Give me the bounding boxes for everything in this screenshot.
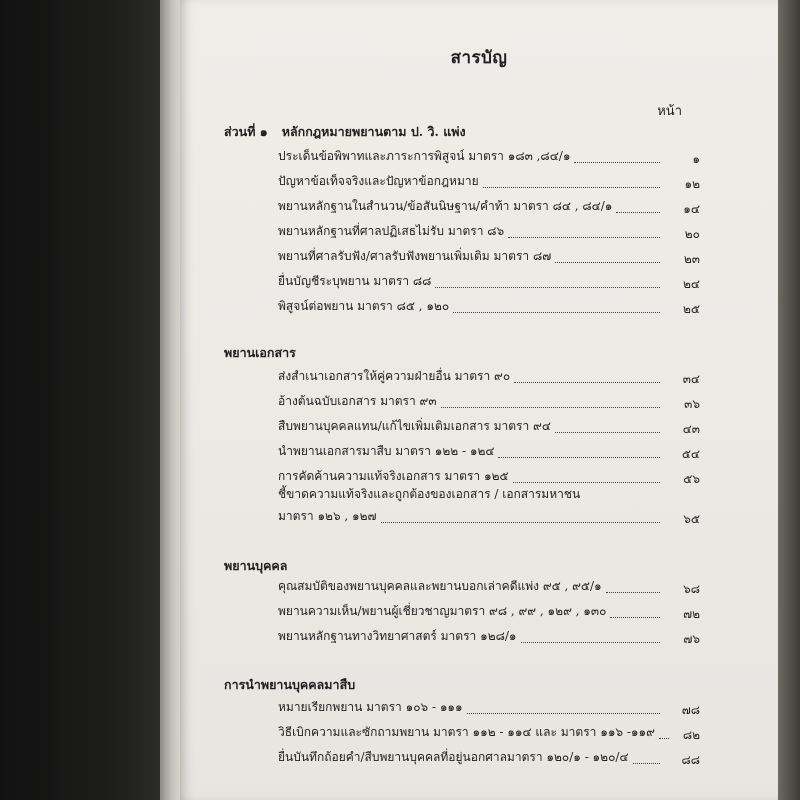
toc-entry[interactable]: พยานหลักฐานที่ศาลปฏิเสธไม่รับ มาตรา ๘๖	[278, 222, 664, 241]
book-gutter	[160, 0, 182, 800]
toc-entry[interactable]: นำพยานเอกสารมาสืบ มาตรา ๑๒๒ - ๑๒๔	[278, 442, 664, 461]
toc-page-number: ๖๘	[683, 582, 700, 596]
toc-page-number: ๘๒	[682, 728, 700, 742]
dot-leader	[483, 187, 660, 188]
toc-entry[interactable]: พยานหลักฐานทางวิทยาศาสตร์ มาตรา ๑๒๘/๑	[278, 627, 664, 646]
toc-page-number: ๑๒	[684, 177, 700, 191]
dot-leader	[521, 642, 660, 643]
dot-leader	[467, 713, 660, 714]
toc-page-number: ๓๔	[682, 372, 700, 386]
toc-entry[interactable]: วิธีเบิกความและซักถามพยาน มาตรา ๑๑๒ - ๑๑๔ และ มาตรา ๑๑๖ -๑๑๙	[278, 723, 664, 742]
toc-entry[interactable]: อ้างต้นฉบับเอกสาร มาตรา ๙๓	[278, 392, 664, 411]
toc-page-number: ๒๓	[683, 252, 700, 266]
toc-page-number: ๗๖	[683, 632, 700, 646]
toc-page-number: ๑	[692, 152, 700, 166]
toc-page-number: ๗๘	[681, 703, 700, 717]
dot-leader	[435, 287, 660, 288]
toc-entry[interactable]: ยื่นบัญชีระบุพยาน มาตรา ๘๘	[278, 272, 664, 291]
dark-background-right	[778, 0, 800, 800]
toc-entry[interactable]: พยานความเห็น/พยานผู้เชี่ยวชาญมาตรา ๙๘ , ๙๙ , ๑๒๙ , ๑๓๐	[278, 602, 664, 621]
toc-entry[interactable]: มาตรา ๑๒๖ , ๑๒๗	[278, 507, 664, 526]
toc-page-number: ๕๔	[681, 447, 700, 461]
toc-page-number: ๑๔	[683, 202, 700, 216]
toc-page-number: ๓๖	[684, 397, 700, 411]
toc-page-number: ๖๕	[683, 512, 700, 526]
dark-background-left	[0, 0, 160, 800]
dot-leader	[514, 382, 660, 383]
section-heading: พยานเอกสาร	[224, 345, 296, 360]
toc-entry[interactable]: ส่งสำเนาเอกสารให้คู่ความฝ่ายอื่น มาตรา ๙๐	[278, 367, 664, 386]
toc-page-number: ๕๖	[683, 472, 700, 486]
dot-leader	[616, 212, 660, 213]
dot-leader	[453, 312, 660, 313]
dot-leader	[574, 162, 660, 163]
part-title: หลักกฎหมายพยานตาม ป. วิ. แพ่ง	[281, 124, 466, 139]
toc-entry[interactable]: สืบพยานบุคคลแทน/แก้ไขเพิ่มเติมเอกสาร มาตรา ๙๔	[278, 417, 664, 436]
dot-leader	[555, 262, 660, 263]
dot-leader	[381, 522, 660, 523]
toc-page-number: ๘๘	[681, 753, 700, 767]
toc-entry[interactable]: พิสูจน์ต่อพยาน มาตรา ๘๕ , ๑๒๐	[278, 297, 664, 316]
dot-leader	[633, 763, 660, 764]
page-column-label: หน้า	[657, 104, 682, 119]
toc-entry[interactable]: ปัญหาข้อเท็จจริงและปัญหาข้อกฎหมาย	[278, 172, 664, 191]
toc-entry-first-line[interactable]: ชี้ขาดความแท้จริงและถูกต้องของเอกสาร / เอกสารมหาชน	[278, 487, 581, 501]
part-heading	[224, 122, 466, 142]
toc-entry[interactable]: พยานหลักฐานในสำนวน/ข้อสันนิษฐาน/คำท้า มาตรา ๘๔ , ๘๔/๑	[278, 197, 664, 216]
toc-entry[interactable]: หมายเรียกพยาน มาตรา ๑๐๖ - ๑๑๑	[278, 698, 664, 717]
toc-title: สารบัญ	[450, 48, 508, 68]
dot-leader	[498, 457, 660, 458]
toc-page-number: ๗๒	[683, 607, 700, 621]
toc-entry[interactable]: พยานที่ศาลรับฟัง/ศาลรับฟังพยานเพิ่มเติม มาตรา ๘๗	[278, 247, 664, 266]
toc-entry[interactable]: คุณสมบัติของพยานบุคคลและพยานบอกเล่าคดีแพ่ง ๙๕ , ๙๕/๑	[278, 577, 664, 596]
section-heading: การนำพยานบุคคลมาสืบ	[224, 677, 356, 692]
toc-page	[180, 0, 778, 800]
dot-leader	[606, 592, 660, 593]
part-label: ส่วนที่ ๑	[224, 124, 268, 139]
dot-leader	[555, 432, 660, 433]
section-heading: พยานบุคคล	[224, 558, 288, 573]
toc-page-number: ๒๕	[683, 302, 700, 316]
toc-page-number: ๒๐	[684, 227, 700, 241]
toc-entry[interactable]: ประเด็นข้อพิพาทและภาระการพิสูจน์ มาตรา ๑๘๓ ,๘๔/๑	[278, 147, 664, 166]
toc-page-number: ๒๔	[683, 277, 700, 291]
toc-entry[interactable]: การคัดค้านความแท้จริงเอกสาร มาตรา ๑๒๕	[278, 467, 664, 486]
dot-leader	[513, 482, 660, 483]
dot-leader	[508, 237, 660, 238]
toc-page-number: ๔๓	[682, 422, 700, 436]
toc-entry[interactable]: ยื่นบันทึกถ้อยคำ/สืบพยานบุคคลที่อยู่นอกศาลมาตรา ๑๒๐/๑ - ๑๒๐/๔	[278, 748, 664, 767]
dot-leader	[441, 407, 660, 408]
dot-leader	[610, 617, 660, 618]
